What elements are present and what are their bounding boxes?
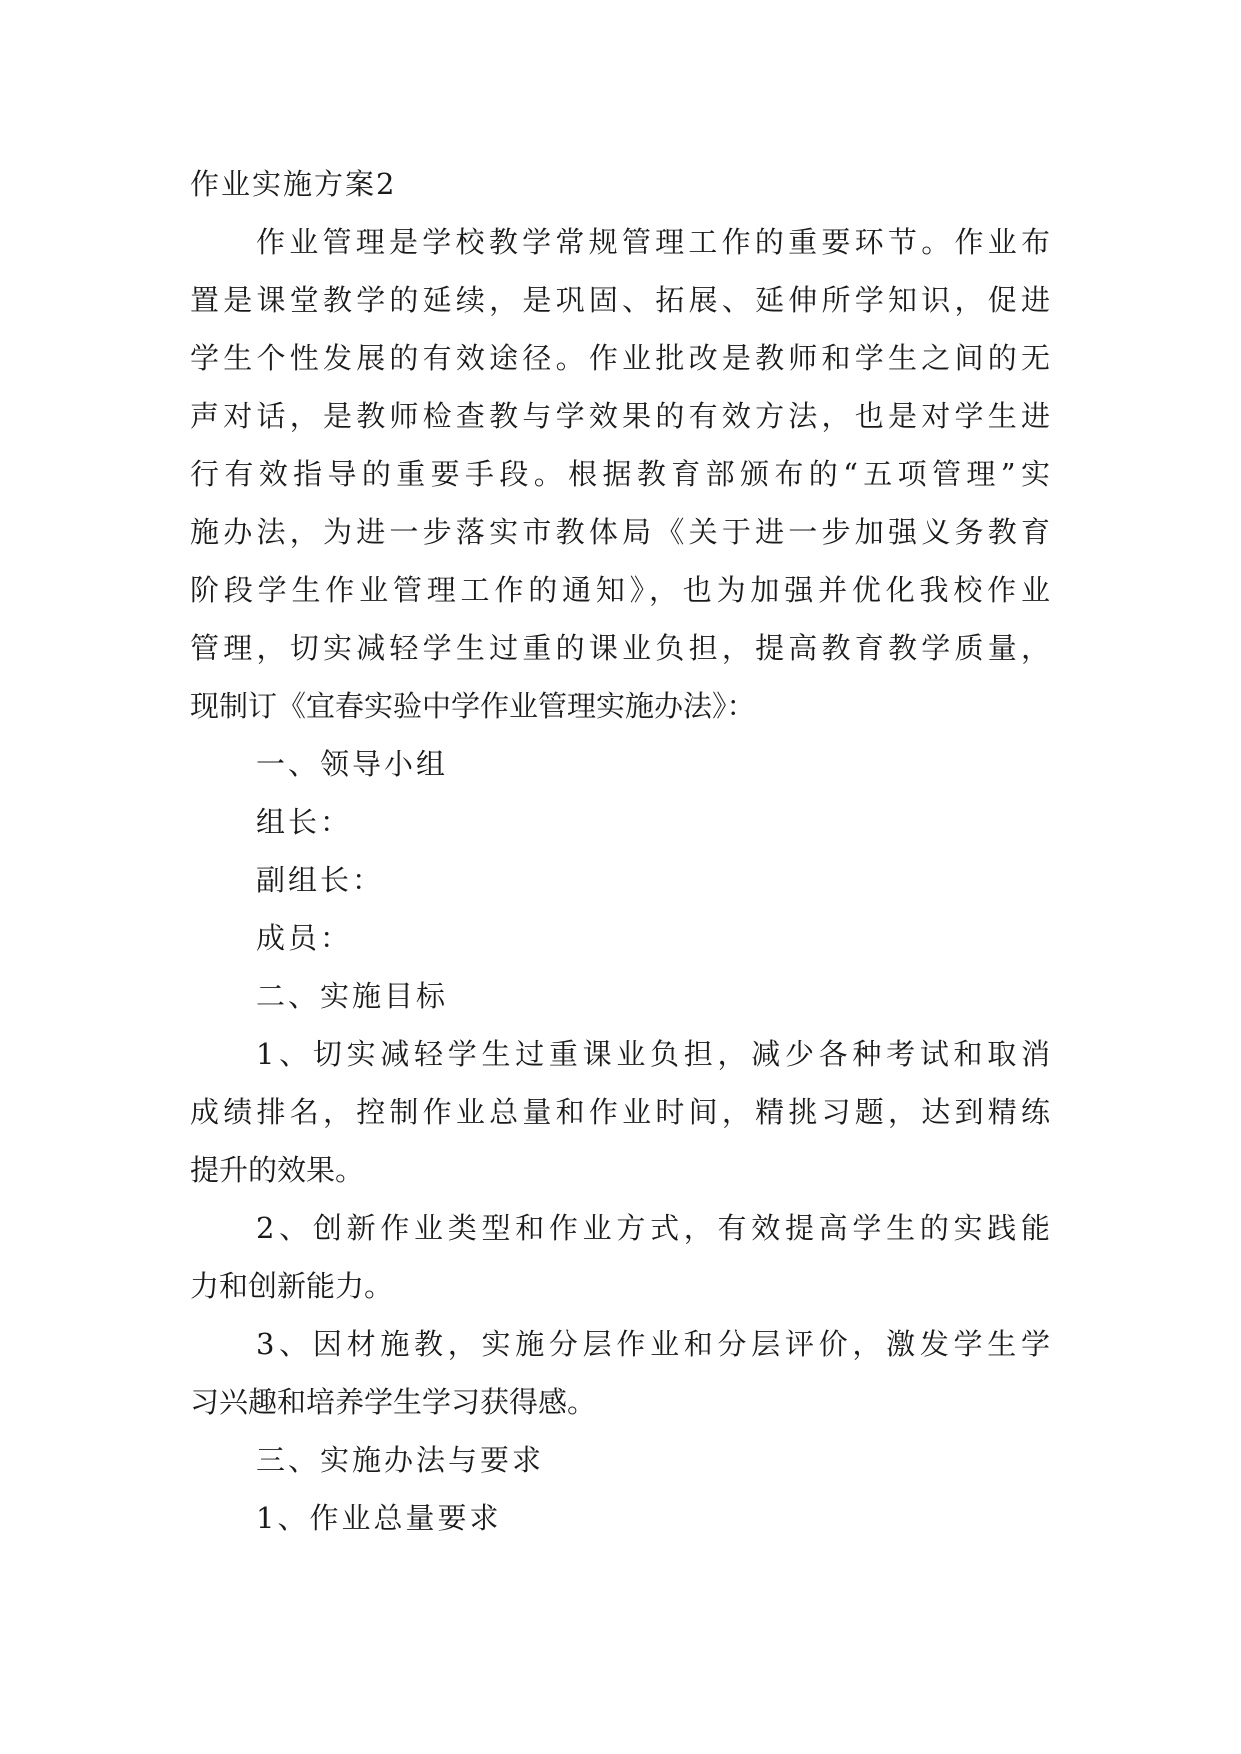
goal-line: 提升的效果。 [190, 1153, 365, 1187]
goal-line: 力和创新能力。 [190, 1269, 394, 1303]
section-heading-goals: 二、实施目标 [256, 979, 449, 1013]
intro-line: 作业管理是学校教学常规管理工作的重要环节。作业布 [256, 225, 1050, 259]
intro-line: 阶段学生作业管理工作的通知》，也为加强并优化我校作业 [190, 573, 1050, 607]
subsection-workload: 1、作业总量要求 [256, 1501, 502, 1535]
goal-line: 3、因材施教，实施分层作业和分层评价，激发学生学 [256, 1327, 1050, 1361]
members-label: 成员： [256, 921, 353, 955]
intro-line: 置是课堂教学的延续，是巩固、拓展、延伸所学知识，促进 [190, 283, 1050, 317]
goal-line: 成绩排名，控制作业总量和作业时间，精挑习题，达到精练 [190, 1095, 1050, 1129]
leader-label: 组长： [256, 805, 353, 839]
goal-line: 习兴趣和培养学生学习获得感。 [190, 1385, 597, 1419]
document-title: 作业实施方案2 [190, 167, 397, 201]
intro-line: 行有效指导的重要手段。根据教育部颁布的“五项管理”实 [190, 457, 1050, 491]
intro-line: 学生个性发展的有效途径。作业批改是教师和学生之间的无 [190, 341, 1050, 375]
goal-line: 2、创新作业类型和作业方式，有效提高学生的实践能 [256, 1211, 1050, 1245]
intro-line: 管理，切实减轻学生过重的课业负担，提高教育教学质量， [190, 631, 1050, 665]
goal-line: 1、切实减轻学生过重课业负担，减少各种考试和取消 [256, 1037, 1050, 1071]
section-heading-methods: 三、实施办法与要求 [256, 1443, 545, 1477]
deputy-leader-label: 副组长： [256, 863, 385, 897]
intro-line: 施办法，为进一步落实市教体局《关于进一步加强义务教育 [190, 515, 1050, 549]
intro-line: 声对话，是教师检查教与学效果的有效方法，也是对学生进 [190, 399, 1050, 433]
section-heading-leadership: 一、领导小组 [256, 747, 449, 781]
intro-line: 现制订《宜春实验中学作业管理实施办法》： [190, 689, 756, 723]
